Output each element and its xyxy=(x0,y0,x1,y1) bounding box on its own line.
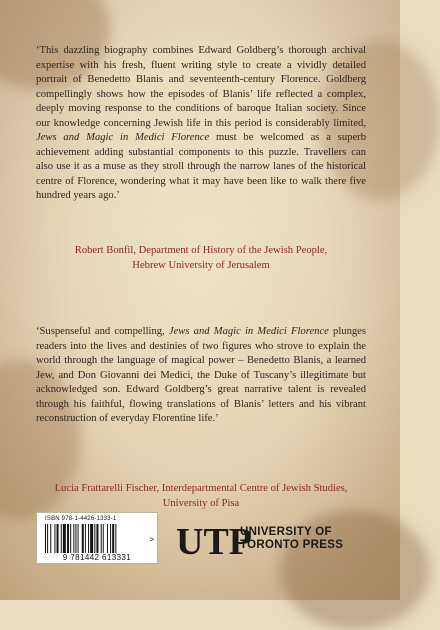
attribution-line: Hebrew University of Jerusalem xyxy=(132,259,270,271)
quote-text: ‘Suspenseful and compelling, xyxy=(36,326,169,337)
utp-logo xyxy=(176,520,252,563)
barcode-bar xyxy=(67,524,69,553)
barcode-bar xyxy=(115,524,116,553)
blurb-quote-bonfil xyxy=(36,44,366,204)
barcode-bar xyxy=(63,524,66,553)
blurb-attribution-fischer xyxy=(36,482,366,511)
barcode-bar xyxy=(103,524,104,553)
barcode-quiet-zone-mark: > xyxy=(149,535,154,544)
barcode-bar xyxy=(78,524,79,553)
isbn-label: ISBN 978-1-4426-1333-1 xyxy=(45,516,117,522)
barcode-bar xyxy=(88,524,89,553)
publisher-name-line: TORONTO PRESS xyxy=(240,539,344,551)
quote-text: ‘This dazzling biography combines Edward Goldberg’s thorough archival expertise with his fresh, fluent writing style to create a vividly detailed portrait of Benedetto Blanis and seventeenth-century Florence. Goldberg compellingly shows how the episodes of Blanis’ life reflected a complex, deeply moving response to the conditions of baroque Italian society. Since our knowledge concerning Jewish life in this period is considerably limited, xyxy=(36,45,366,129)
barcode-bar xyxy=(90,524,93,553)
barcode-bar xyxy=(50,524,51,553)
barcode-bar xyxy=(112,524,114,553)
book-title: Jews and Magic in Medici Florence xyxy=(168,326,329,337)
attribution-line: Robert Bonfil, Department of History of the Jewish People, xyxy=(74,245,328,256)
attribution-line: University of Pisa xyxy=(162,497,240,509)
utp-logo-text: UTP xyxy=(176,521,252,563)
barcode-bar xyxy=(47,524,48,553)
book-title: Jews and Magic in Medici Florence xyxy=(36,132,210,143)
barcode-bar xyxy=(82,524,84,553)
barcode-bar xyxy=(94,524,95,553)
quote-text: plunges readers into the lives and destinies of two figures who strove to explain the world through the language of magical power – Benedetto Blanis, a learned Jew, and Don Giovanni dei Medici, the Duke of Tuscany’s illegitimate but acknowledged son. Edward Goldberg’s great narrative talent is revealed through his faithful, flowing translations of Blanis’ letters and his vibrant reconstruction of everyday Florentine life.’ xyxy=(36,326,366,424)
barcode-bar xyxy=(70,524,71,553)
quote-text: must be welcomed as a superb achievement adding substantial components to this puzzle. Travellers can also use it as a muse as they stroll through the narrow lanes of the historical centre of Florence, wondering what it may have been like to walk there five hundred years ago.’ xyxy=(36,132,366,201)
barcode-bar xyxy=(75,524,76,553)
attribution-line: Lucia Frattarelli Fischer, Interdepartmental Centre of Jewish Studies, xyxy=(54,483,348,494)
barcode-bar xyxy=(110,524,111,553)
barcode-bar xyxy=(45,524,46,553)
publisher-name-line: UNIVERSITY OF xyxy=(240,526,332,538)
publisher-name xyxy=(240,526,370,552)
blurb-quote-fischer xyxy=(36,325,366,427)
isbn-barcode xyxy=(36,512,158,564)
barcode-bar xyxy=(107,524,108,553)
barcode-bar xyxy=(101,524,102,553)
barcode-bar xyxy=(61,524,62,553)
barcode-bar xyxy=(85,524,86,553)
barcode-digits: 9 781442 613331 xyxy=(62,553,132,562)
barcode-bar xyxy=(57,524,59,553)
barcode-bar xyxy=(54,524,55,553)
barcode-bar xyxy=(96,524,98,553)
barcode-bars xyxy=(45,524,149,553)
blurb-attribution-bonfil xyxy=(36,244,366,273)
barcode-bar xyxy=(73,524,74,553)
